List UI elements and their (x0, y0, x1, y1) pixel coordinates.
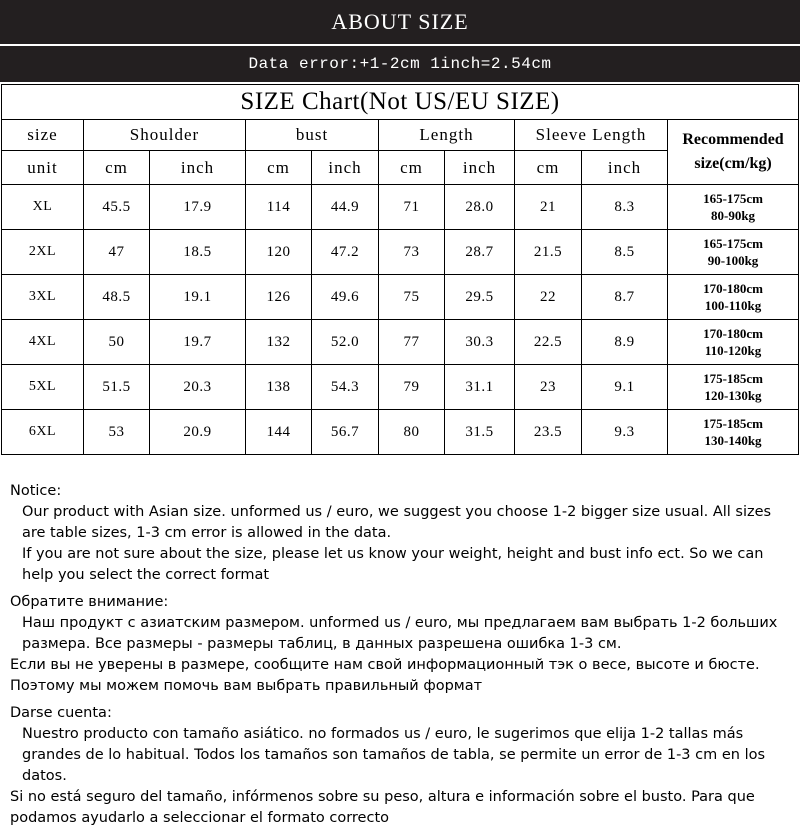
bust-inch-cell: 47.2 (312, 230, 379, 275)
length-header: Length (379, 120, 515, 151)
notice-paragraph: Si no está seguro del tamaño, infórmenos sobre su peso, altura e información sobre el busto. Para que podamos ayudarlo a seleccionar el formato correcto (10, 789, 755, 826)
size-cell: 3XL (2, 275, 84, 320)
sleeve-cm-cell: 23 (515, 365, 582, 410)
shoulder-cm-cell: 47 (84, 230, 150, 275)
bust-cm-cell: 132 (246, 320, 312, 365)
table-row (2, 410, 799, 455)
unit-cm: cm (246, 151, 312, 185)
sleeve-inch-cell: 8.3 (582, 185, 668, 230)
length-inch-cell: 30.3 (445, 320, 515, 365)
length-cm-cell: 73 (379, 230, 445, 275)
size-chart-table (1, 84, 799, 455)
shoulder-inch-cell: 18.5 (150, 230, 246, 275)
sleeve-cm-cell: 21.5 (515, 230, 582, 275)
table-row (2, 365, 799, 410)
recommended-weight: 110-120kg (704, 343, 762, 358)
bust-inch-cell: 52.0 (312, 320, 379, 365)
size-cell: 6XL (2, 410, 84, 455)
unit-inch: inch (312, 151, 379, 185)
notice-heading: Darse cuenta: (10, 705, 112, 721)
about-size-title: ABOUT SIZE (0, 0, 800, 44)
table-row (2, 185, 799, 230)
length-cm-cell: 75 (379, 275, 445, 320)
shoulder-cm-cell: 53 (84, 410, 150, 455)
size-header: size (2, 120, 84, 151)
recommended-weight: 80-90kg (711, 208, 756, 223)
notice-paragraph: Если вы не уверены в размере, сообщите нам свой информационный тэк о весе, высоте и бюсте. Поэтому мы можем помочь вам выбрать правильный формат (10, 657, 760, 694)
shoulder-cm-cell: 50 (84, 320, 150, 365)
sleeve-inch-cell: 8.7 (582, 275, 668, 320)
length-inch-cell: 31.5 (445, 410, 515, 455)
table-row (2, 230, 799, 275)
notice-spanish (10, 703, 795, 829)
shoulder-inch-cell: 17.9 (150, 185, 246, 230)
sleeve-cm-cell: 21 (515, 185, 582, 230)
notice-heading: Notice: (10, 483, 62, 499)
sleeve-cm-cell: 22.5 (515, 320, 582, 365)
recommended-size-cell (668, 365, 799, 410)
shoulder-inch-cell: 19.7 (150, 320, 246, 365)
recommended-size-cell (668, 230, 799, 275)
notice-paragraph: If you are not sure about the size, please let us know your weight, height and bust info ect. So we can help you select the correct format (22, 546, 764, 583)
bust-cm-cell: 120 (246, 230, 312, 275)
sleeve-inch-cell: 9.3 (582, 410, 668, 455)
bust-inch-cell: 44.9 (312, 185, 379, 230)
length-inch-cell: 31.1 (445, 365, 515, 410)
recommended-height: 165-175cm (703, 191, 763, 206)
recommended-height: 175-185cm (703, 371, 763, 386)
length-inch-cell: 29.5 (445, 275, 515, 320)
bust-header: bust (246, 120, 379, 151)
bust-cm-cell: 138 (246, 365, 312, 410)
recommended-size-cell (668, 320, 799, 365)
shoulder-inch-cell: 20.9 (150, 410, 246, 455)
recommended-size-cell (668, 275, 799, 320)
length-cm-cell: 71 (379, 185, 445, 230)
unit-inch: inch (582, 151, 668, 185)
recommended-weight: 130-140kg (704, 433, 762, 448)
recommended-header-line2: size(cm/kg) (694, 155, 772, 172)
recommended-header-line1: Recommended (682, 131, 784, 148)
recommended-height: 170-180cm (703, 326, 763, 341)
bust-cm-cell: 126 (246, 275, 312, 320)
sleeve-cm-cell: 23.5 (515, 410, 582, 455)
notice-russian (10, 592, 795, 697)
shoulder-cm-cell: 51.5 (84, 365, 150, 410)
notice-english (10, 481, 795, 586)
shoulder-cm-cell: 45.5 (84, 185, 150, 230)
sleeve-inch-cell: 9.1 (582, 365, 668, 410)
bust-inch-cell: 56.7 (312, 410, 379, 455)
bust-inch-cell: 49.6 (312, 275, 379, 320)
shoulder-header: Shoulder (84, 120, 246, 151)
recommended-size-cell (668, 410, 799, 455)
size-cell: 2XL (2, 230, 84, 275)
bust-cm-cell: 144 (246, 410, 312, 455)
notice-heading: Обратите внимание: (10, 594, 169, 610)
notice-paragraph: Our product with Asian size. unformed us / euro, we suggest you choose 1-2 bigger size usual. All sizes are table sizes, 1-3 cm error is allowed in the data. (22, 504, 772, 541)
unit-cm: cm (84, 151, 150, 185)
table-row (2, 320, 799, 365)
bust-inch-cell: 54.3 (312, 365, 379, 410)
sleeve-inch-cell: 8.9 (582, 320, 668, 365)
bust-cm-cell: 114 (246, 185, 312, 230)
sleeve-inch-cell: 8.5 (582, 230, 668, 275)
shoulder-inch-cell: 19.1 (150, 275, 246, 320)
notice-paragraph: Наш продукт с азиатским размером. unformed us / euro, мы предлагаем вам выбрать 1-2 больших размера. Все размеры - размеры таблиц, в данных разрешена ошибка 1-3 см. (22, 615, 778, 652)
length-cm-cell: 80 (379, 410, 445, 455)
shoulder-cm-cell: 48.5 (84, 275, 150, 320)
sleeve-length-header: Sleeve Length (515, 120, 668, 151)
recommended-weight: 90-100kg (707, 253, 759, 268)
unit-inch: inch (150, 151, 246, 185)
unit-inch: inch (445, 151, 515, 185)
recommended-weight: 120-130kg (704, 388, 762, 403)
recommended-height: 175-185cm (703, 416, 763, 431)
recommended-weight: 100-110kg (704, 298, 762, 313)
unit-header: unit (2, 151, 84, 185)
size-cell: 5XL (2, 365, 84, 410)
sleeve-cm-cell: 22 (515, 275, 582, 320)
size-cell: 4XL (2, 320, 84, 365)
recommended-size-header (668, 120, 799, 185)
table-row (2, 275, 799, 320)
shoulder-inch-cell: 20.3 (150, 365, 246, 410)
recommended-height: 170-180cm (703, 281, 763, 296)
notice-paragraph: Nuestro producto con tamaño asiático. no formados us / euro, le sugerimos que elija 1-2 tallas más grandes de lo habitual. Todos los tamaños son tamaños de tabla, se permite un error de 1-3 cm en los datos. (22, 726, 766, 784)
length-cm-cell: 79 (379, 365, 445, 410)
length-inch-cell: 28.7 (445, 230, 515, 275)
notes-section (10, 481, 795, 835)
size-chart-title: SIZE Chart(Not US/EU SIZE) (2, 85, 799, 120)
data-error-note: Data error:+1-2cm 1inch=2.54cm (0, 46, 800, 82)
recommended-size-cell (668, 185, 799, 230)
unit-cm: cm (515, 151, 582, 185)
unit-cm: cm (379, 151, 445, 185)
recommended-height: 165-175cm (703, 236, 763, 251)
length-inch-cell: 28.0 (445, 185, 515, 230)
size-cell: XL (2, 185, 84, 230)
length-cm-cell: 77 (379, 320, 445, 365)
